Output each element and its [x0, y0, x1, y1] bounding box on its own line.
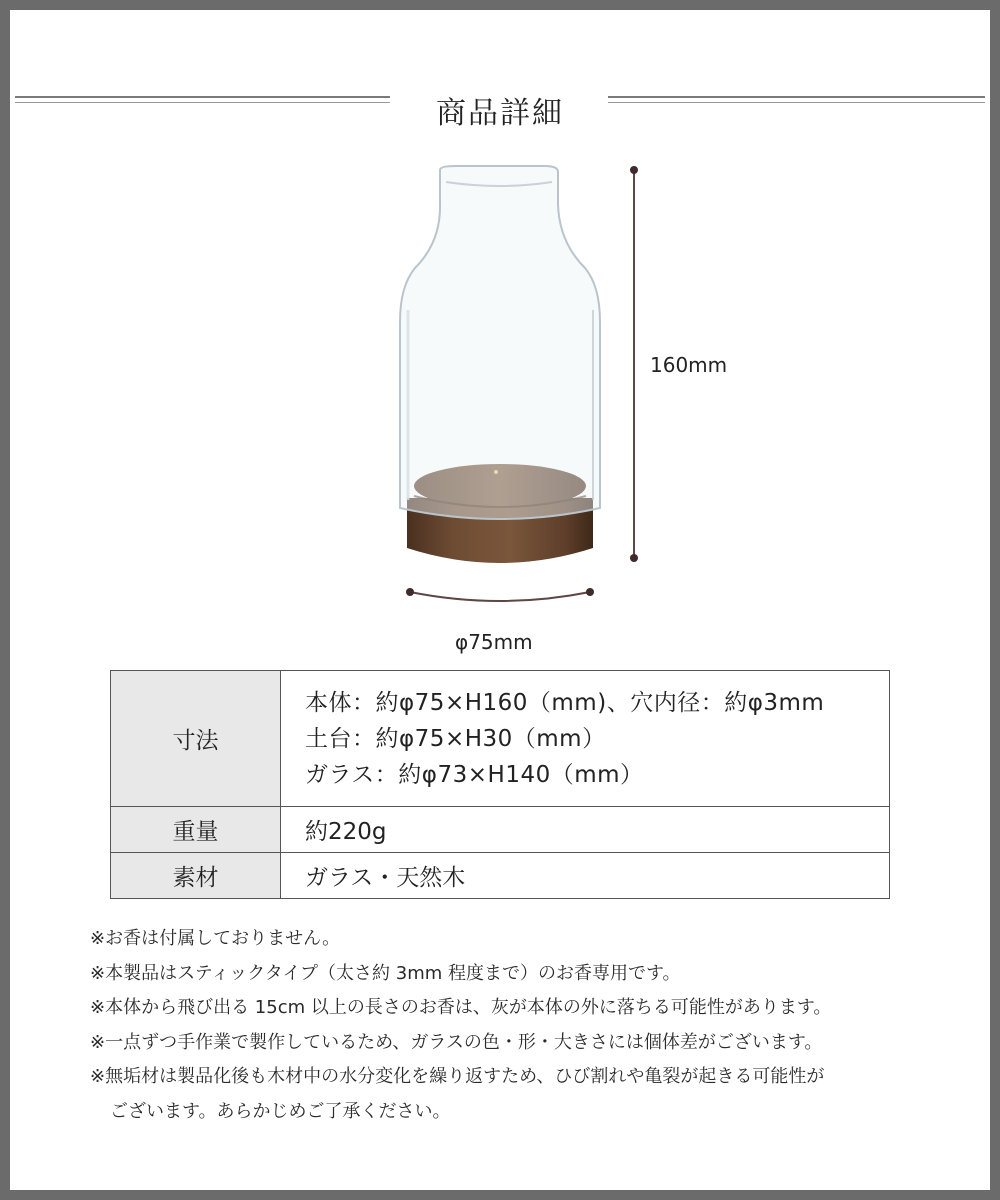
note-line: ございます。あらかじめご了承ください。	[110, 1100, 451, 1122]
spec-line: ガラス：約φ73×H140（mm）	[305, 761, 644, 788]
page-title: 商品詳細	[436, 96, 564, 131]
spec-line: 土台：約φ75×H30（mm）	[305, 725, 606, 752]
page	[10, 10, 990, 1190]
spec-value-material: ガラス・天然木	[281, 853, 890, 899]
product-image	[10, 10, 990, 670]
table-row	[111, 671, 890, 807]
note-line: ※お香は付属しておりません。	[90, 928, 341, 949]
spec-key-material: 素材	[111, 853, 281, 899]
height-label: 160mm	[650, 353, 728, 377]
width-dimension-line	[410, 592, 590, 601]
incense-hole	[494, 470, 498, 474]
note-line: ※本体から飛び出る 15cm 以上の長さのお香は、灰が本体の外に落ちる可能性があります。	[90, 997, 832, 1018]
spec-table	[110, 670, 890, 899]
note-line: ※一点ずつ手作業で製作しているため、ガラスの色・形・大きさには個体差がございます。	[90, 1031, 823, 1053]
notes	[90, 922, 970, 1129]
spec-key-weight: 重量	[111, 807, 281, 853]
glass-dome	[400, 166, 600, 519]
spec-value-weight: 約220g	[281, 807, 890, 853]
width-label: φ75mm	[455, 630, 533, 654]
spec-key-dimensions: 寸法	[111, 671, 281, 807]
note-line: ※本製品はスティックタイプ（太さ約 3mm 程度まで）のお香専用です。	[90, 962, 681, 984]
table-row	[111, 853, 890, 899]
table-row	[111, 807, 890, 853]
note-line: ※無垢材は製品化後も木材中の水分変化を繰り返すため、ひび割れや亀裂が起きる可能性が	[90, 1066, 825, 1087]
spec-value-dimensions	[281, 671, 890, 807]
spec-line: 本体：約φ75×H160（mm)、穴内径：約φ3mm	[305, 689, 825, 716]
